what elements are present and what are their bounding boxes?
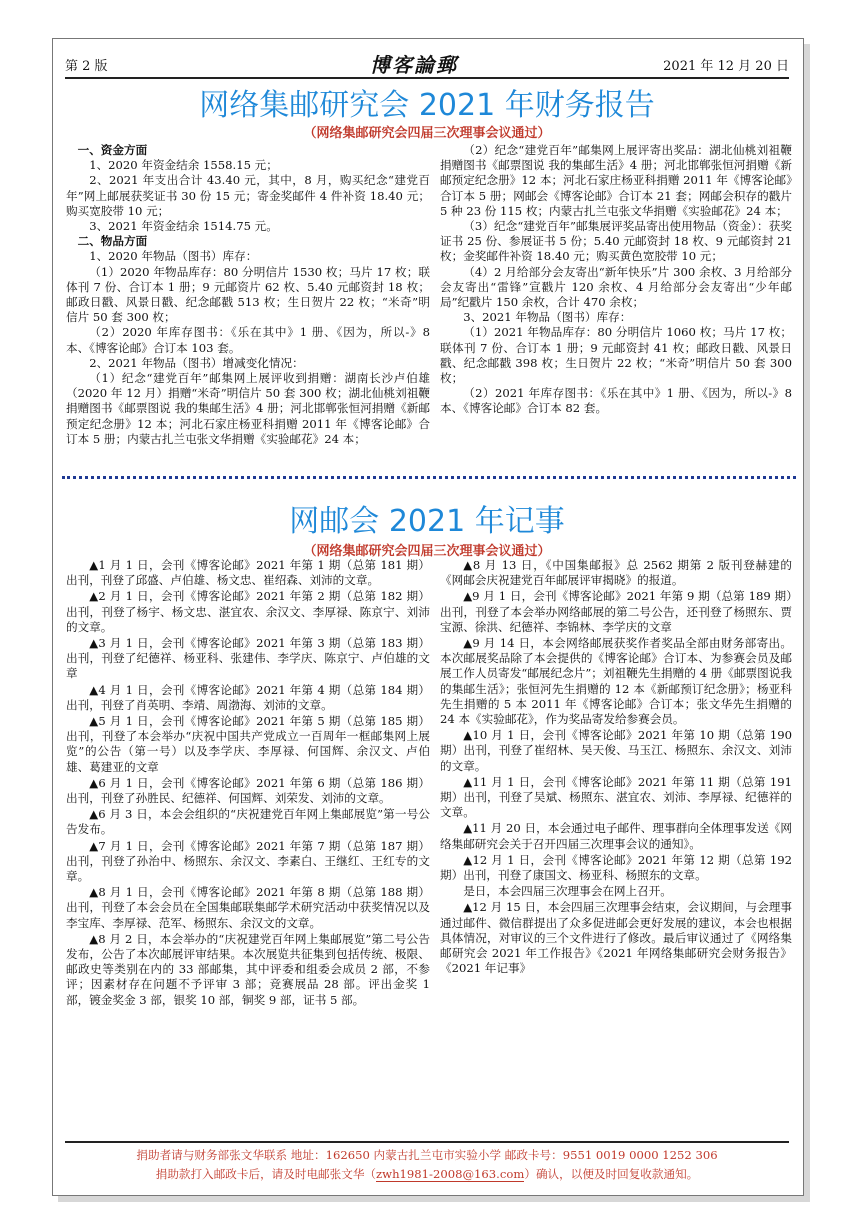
paragraph: ▲7 月 1 日，会刊《博客论邮》2021 年第 7 期（总第 187 期）出刊，刊登了孙治中、杨照东、余汉文、李素白、王继红、王红专的文章。: [66, 838, 430, 884]
finance-right-column: [440, 143, 792, 473]
paragraph: （2）纪念“建党百年”邮集网上展评寄出奖品：湖北仙桃刘祖鞭捐赠图书《邮票图说 我的集邮生活》4 册；河北邯郸张恒河捐赠《新邮预定纪念册》12 本；河北石家庄杨亚科捐赠 2011 年《博客论邮》合订本 5 册；网邮会《博客论邮》合订本 21 套；网邮会积存的戳片 5 种 23 份 115 枚；内蒙古扎兰屯张文华捐赠《实验邮花》24 本；: [440, 143, 792, 218]
paragraph: （1）纪念“建党百年”邮集网上展评收到捐赠：湖南长沙卢伯雄（2020 年 12 月）捐赠“米奇”明信片 50 套 300 枚；湖北仙桃刘祖鞭捐赠图书《邮票图说 我的集邮生活》4 册；河北邯郸张恒河捐赠《新邮预定纪念册》12 本；河北石家庄杨亚科捐赠 2011 年《博客论邮》合订本 5 册；内蒙古扎兰屯张文华捐赠《实验邮花》24 本；: [66, 371, 430, 446]
footer-rule: [65, 1141, 789, 1143]
header-rule: [65, 77, 789, 79]
paragraph: （2）2020 年库存图书：《乐在其中》1 册、《因为，所以-》8 本、《博客论邮》合订本 103 套。: [66, 325, 430, 355]
paragraph: ▲4 月 1 日，会刊《博客论邮》2021 年第 4 期（总第 184 期）出刊，刊登了肖英明、李靖、周渤海、刘沛的文章。: [66, 682, 430, 712]
chronicle-right-column: [440, 558, 792, 1140]
paragraph: ▲5 月 1 日，会刊《博客论邮》2021 年第 5 期（总第 185 期）出刊，刊登了本会举办“庆祝中国共产党成立一百周年一框邮集网上展览”的公告（第一号）以及李学庆、李厚禄、何国辉、余汉文、卢伯雄、葛建亚的文章: [66, 714, 430, 774]
paragraph: ▲2 月 1 日，会刊《博客论邮》2021 年第 2 期（总第 182 期）出刊，刊登了杨宇、杨文忠、湛宜农、余汉文、李厚禄、陈京宁、刘沛的文章。: [66, 589, 430, 634]
footer-email-link[interactable]: zwh1981-2008@163.com: [376, 1167, 525, 1181]
chronicle-left-column: [66, 558, 430, 1140]
issue-date: 2021 年 12 月 20 日: [663, 59, 789, 74]
edition-label: 第 2 版: [65, 59, 108, 74]
finance-report-subtitle: （网络集邮研究会四届三次理事会议通过）: [303, 126, 551, 141]
paragraph: ▲8 月 13 日，《中国集邮报》总 2562 期第 2 版刊登赫建的《网邮会庆祝建党百年邮展评审揭晓》的报道。: [440, 558, 792, 588]
footer-note-after: ）确认，以便及时回复收款通知。: [524, 1167, 699, 1181]
paragraph: 3、2021 年资金结余 1514.75 元。: [89, 219, 278, 234]
paragraph: （3）纪念“建党百年”邮集展评奖品寄出使用物品（资金）：获奖证书 25 份、参展证书 5 份；5.40 元邮资封 18 枚、9 元邮资封 21 枚；金奖邮件补资 18.40 元；购买黄色宽胶带 10 元；: [440, 219, 792, 264]
paragraph: ▲6 月 1 日，会刊《博客论邮》2021 年第 6 期（总第 186 期）出刊，刊登了孙胜民、纪德祥、何国辉、刘荣发、刘沛的文章。: [66, 775, 430, 806]
paragraph: 一、资金方面: [77, 143, 148, 157]
chronicle-subtitle: （网络集邮研究会四届三次理事会议通过）: [303, 544, 551, 559]
paragraph: ▲3 月 1 日，会刊《博客论邮》2021 年第 3 期（总第 183 期）出刊，刊登了纪德祥、杨亚科、张建伟、李学庆、陈京宁、卢伯雄的文章: [66, 636, 430, 681]
paragraph: ▲9 月 14 日，本会网络邮展获奖作者奖品全部由财务部寄出。本次邮展奖品除了本会提供的《博客论邮》合订本、为参赛会员及邮展工作人员寄发“邮展纪念片”；刘祖鞭先生捐赠的 4 册《邮票图说我的集邮生活》；张恒河先生捐赠的 12 本《新邮预订纪念册》；杨亚科先生捐赠的 5 本 2011 年《博客论邮》合订本；张文华先生捐赠的 24 本《实验邮花》，作为奖品寄发给参赛会员。: [440, 636, 792, 727]
paragraph: ▲8 月 2 日，本会举办的“庆祝建党百年网上集邮展览”第二号公告发布，公告了本次邮展评审结果。本次展览共征集到包括传统、极限、邮政史等类别在内的 33 部邮集，其中评委和组委会成员 2 部，不参评；因素材存在问题不予评审 3 部；竞赛展品 28 部。评出金奖 1 部，镀金奖金 3 部，银奖 10 部，铜奖 9 部，证书 5 部。: [66, 931, 430, 1007]
paragraph: ▲1 月 1 日，会刊《博客论邮》2021 年第 1 期（总第 181 期）出刊，刊登了邱盛、卢伯雄、杨文忠、崔绍森、刘沛的文章。: [66, 558, 430, 588]
finance-report-title: 网络集邮研究会 2021 年财务报告: [199, 88, 655, 123]
paragraph: （1）2021 年物品库存：80 分明信片 1060 枚；马片 17 枚；联体刊 7 份、合订本 1 册；9 元邮资封 41 枚；邮政日戳、风景日戳、纪念邮戳 398 枚；生日贺片 22 枚；“米奇”明信片 50 套 300 枚；: [440, 325, 792, 386]
page-header: [65, 49, 789, 79]
footer-payment-note: [65, 1166, 789, 1182]
chronicle-title: 网邮会 2021 年记事: [289, 504, 565, 539]
finance-left-column: [66, 143, 430, 473]
paragraph: 2、2021 年支出合计 43.40 元，其中，8 月，购买纪念“建党百年”网上邮展获奖证书 30 份 15 元；寄金奖邮件 4 件补资 18.40 元；购买宽胶带 10 元；: [66, 173, 430, 218]
footer-note-before: 捐助款打入邮政卡后，请及时电邮张文华（: [155, 1167, 377, 1181]
paragraph: ▲6 月 3 日，本会会组织的“庆祝建党百年网上集邮展览”第一号公告发布。: [66, 807, 430, 837]
paragraph: 2、2021 年物品（图书）增减变化情况：: [89, 355, 304, 370]
paragraph: ▲12 月 15 日，本会四届三次理事会结束，会议期间，与会理事通过邮件、微信群提出了众多促进邮会更好发展的建议，本会也根据具体情况，对审议的三个文件进行了修改。最后审议通过了《网络集邮研究会 2021 年工作报告》《2021 年网络集邮研究会财务报告》《2021 年记事》: [440, 900, 792, 976]
paragraph: 是日，本会四届三次理事会在网上召开。: [463, 884, 672, 899]
masthead-logo: 博客論郵: [370, 53, 458, 77]
paragraph: ▲11 月 20 日，本会通过电子邮件、理事群向全体理事发送《网络集邮研究会关于召开四届三次理事会议的通知》。: [440, 821, 792, 851]
paragraph: ▲9 月 1 日，会刊《博客论邮》2021 年第 9 期（总第 189 期）出刊，刊登了本会举办网络邮展的第二号公告，还刊登了杨照东、贾宝源、徐洪、纪德祥、李锦林、李学庆的文章: [440, 589, 792, 634]
paragraph: （1）2020 年物品库存：80 分明信片 1530 枚；马片 17 枚；联体刊 7 份、合订本 1 册；9 元邮资片 62 枚、5.40 元邮资封 18 枚；邮政日戳、风景日戳、纪念邮戳 513 枚；生日贺片 22 枚；“米奇”明信片 50 套 300 枚；: [66, 264, 430, 325]
paragraph: （4）2 月给部分会友寄出“新年快乐”片 300 余枚、3 月给部分会友寄出“雷锋”宣戳片 120 余枚、4 月给部分会友寄出“少年邮局”纪戳片 150 余枚，合计 470 余枚；: [440, 264, 792, 310]
paragraph: ▲11 月 1 日，会刊《博客论邮》2021 年第 11 期（总第 191 期）出刊，刊登了吴斌、杨照东、湛宜农、刘沛、李厚禄、纪德祥的文章。: [440, 774, 792, 820]
paragraph: 1、2020 年资金结余 1558.15 元；: [89, 158, 278, 173]
paragraph: ▲10 月 1 日，会刊《博客论邮》2021 年第 10 期（总第 190 期）出刊，刊登了崔绍林、吴天俊、马玉江、杨照东、余汉文、刘沛的文章。: [440, 728, 792, 773]
paragraph: ▲12 月 1 日，会刊《博客论邮》2021 年第 12 期（总第 192 期）出刊，刊登了康国文、杨亚科、杨照东的文章。: [440, 852, 792, 883]
paragraph: 1、2020 年物品（图书）库存：: [89, 249, 258, 264]
paragraph: 二、物品方面: [77, 234, 148, 249]
section-separator: [62, 476, 796, 479]
paragraph: ▲8 月 1 日，会刊《博客论邮》2021 年第 8 期（总第 188 期）出刊，刊登了本会会员在全国集邮联集邮学术研究活动中获奖情况以及李宝库、李厚禄、范军、杨照东、余汉文的文章。: [66, 885, 430, 930]
paragraph: （2）2021 年库存图书：《乐在其中》1 册、《因为，所以-》8 本、《博客论邮》合订本 82 套。: [440, 386, 792, 416]
footer-contact: 捐助者请与财务部张文华联系 地址：162650 内蒙古扎兰屯市实验小学 邮政卡号：9551 0019 0000 1252 306: [136, 1148, 718, 1162]
paragraph: 3、2021 年物品（图书）库存：: [463, 310, 632, 325]
